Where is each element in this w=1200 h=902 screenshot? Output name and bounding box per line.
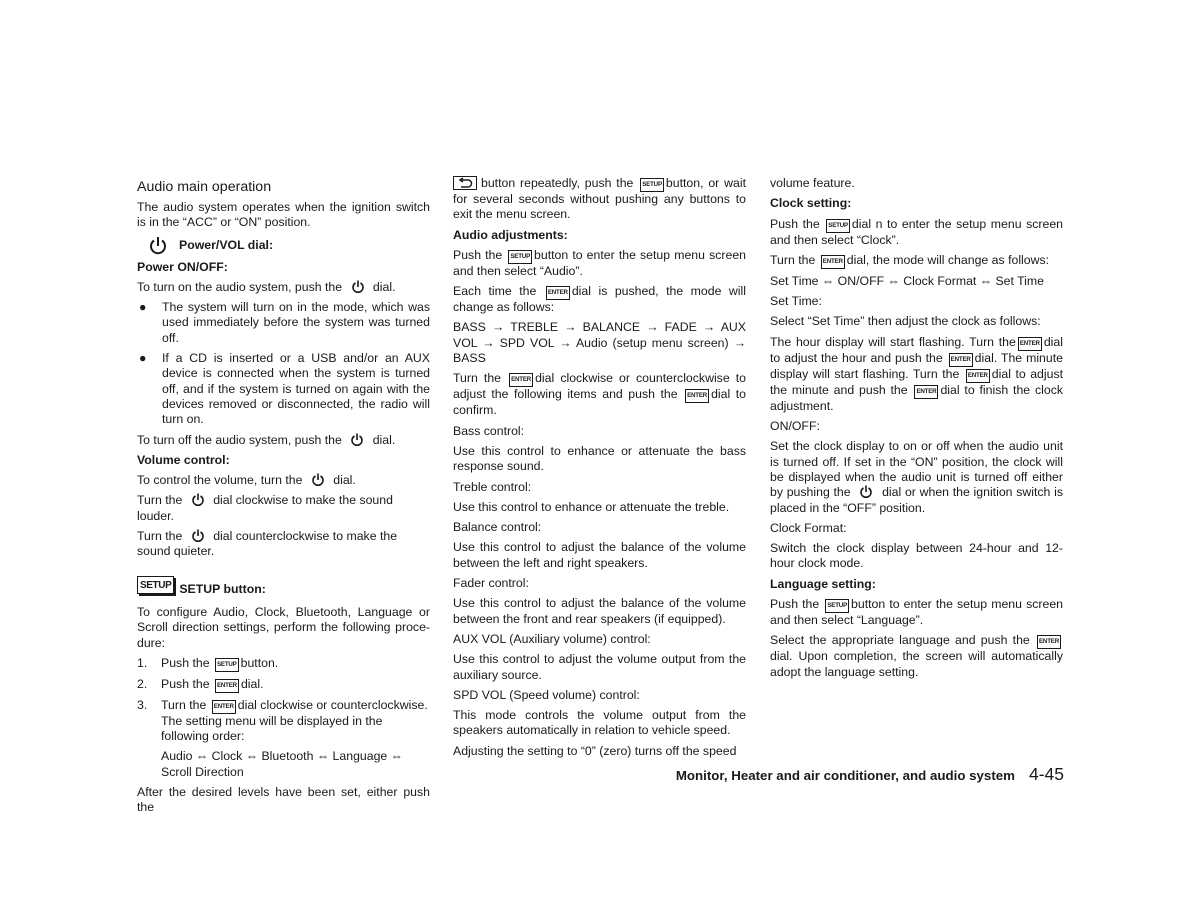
audio-paragraph-3 bbox=[453, 371, 746, 418]
text: The hour display will start flashing. Turn the bbox=[770, 334, 1016, 349]
text: Push the bbox=[453, 247, 503, 262]
aux-heading: AUX VOL (Auxiliary volume) control: bbox=[453, 631, 651, 646]
power-vol-heading: Power/VOL dial: bbox=[179, 237, 274, 252]
balance-paragraph: Use this control to adjust the balance of the volume between the left and right speakers. bbox=[453, 540, 746, 570]
mode-sequence: BASS → TREBLE → BALANCE → FADE → AUX VOL → SPD VOL → Audio (setup menu screen) → BASS bbox=[453, 320, 746, 366]
language-paragraph-1 bbox=[770, 597, 1063, 628]
page-number: 4-45 bbox=[1028, 764, 1064, 784]
turn-off-paragraph bbox=[137, 433, 430, 448]
step-number: 1. bbox=[137, 655, 148, 670]
page-footer bbox=[660, 764, 1064, 785]
footer-section-title: Monitor, Heater and air conditioner, and audio system bbox=[675, 768, 1015, 783]
text: dial, the mode will change as follows: bbox=[846, 252, 1050, 267]
text: dial n to enter the setup menu screen and then select “Clock”. bbox=[770, 216, 1064, 247]
power-icon bbox=[188, 493, 208, 506]
enter-key-icon: ENTER bbox=[914, 385, 938, 399]
list-item bbox=[137, 656, 430, 672]
balance-heading: Balance control: bbox=[453, 520, 542, 535]
text: dial. Upon completion, the screen will automatically adopt the language setting. bbox=[770, 649, 1063, 679]
audio-paragraph-2 bbox=[453, 284, 746, 315]
bullet-mark: ● bbox=[139, 300, 147, 315]
step-text bbox=[161, 677, 430, 693]
list-item bbox=[137, 698, 430, 745]
setup-key-icon: SETUP bbox=[640, 178, 664, 192]
text: Push the bbox=[770, 216, 820, 231]
bullet-text: If a CD is inserted or a USB and/or an AUX device is connected when the system is turned off, and if the system is turned on again with the devices removed or disconnected, the radio will turn on. bbox=[162, 351, 430, 427]
treble-heading: Treble control: bbox=[453, 479, 532, 494]
clock-paragraph-2 bbox=[770, 253, 1063, 269]
treble-paragraph: Use this control to enhance or attenuate the treble. bbox=[453, 499, 730, 514]
text: dial. The minute display will start flashing. Turn the bbox=[770, 350, 1063, 381]
text: To turn on the audio system, push the bbox=[137, 279, 343, 294]
power-icon bbox=[145, 236, 171, 256]
text: dial clockwise or counterclockwise. The setting menu will be displayed in the following order: bbox=[161, 697, 428, 744]
volume-heading: Volume control: bbox=[137, 452, 230, 467]
text: Turn the bbox=[137, 493, 183, 508]
continued-paragraph: volume feature. bbox=[770, 176, 855, 190]
text: Select the appropriate language and push the bbox=[770, 633, 1030, 648]
step-text bbox=[161, 698, 430, 745]
onoff-heading: ON/OFF: bbox=[770, 419, 820, 434]
column-1 bbox=[137, 176, 430, 821]
step-text bbox=[161, 656, 430, 672]
intro-paragraph: The audio system operates when the ignition switch is in the “ACC” or “ON” position. bbox=[137, 200, 430, 230]
list-item bbox=[137, 300, 430, 346]
enter-key-icon: ENTER bbox=[966, 369, 990, 383]
text: Turn the bbox=[770, 252, 816, 267]
aux-paragraph: Use this control to adjust the volume output from the auxiliary source. bbox=[453, 652, 746, 682]
text: dial or when the ignition switch is placed in the “OFF” position. bbox=[770, 485, 1063, 515]
text: dial to adjust the hour and push the bbox=[770, 334, 1063, 365]
spd-paragraph-2: Adjusting the setting to “0” (zero) turns off the speed bbox=[453, 743, 737, 758]
text: Turn the bbox=[137, 529, 183, 544]
enter-key-icon: ENTER bbox=[546, 286, 570, 300]
clock-setting-heading: Clock setting: bbox=[770, 196, 852, 211]
text: Push the bbox=[770, 597, 820, 612]
setup-paragraph: To configure Audio, Clock, Bluetooth, Language or Scroll direction settings, perform the following proce-dure: bbox=[137, 604, 430, 650]
text: Push the bbox=[161, 676, 210, 691]
text: button repeatedly, push the bbox=[481, 176, 634, 190]
step-number: 2. bbox=[137, 676, 148, 691]
power-icon bbox=[856, 485, 876, 498]
power-icon bbox=[188, 529, 208, 542]
setup-key-icon: SETUP bbox=[826, 219, 850, 233]
audio-adjustments-heading: Audio adjustments: bbox=[453, 227, 568, 242]
audio-paragraph-1 bbox=[453, 248, 746, 279]
clock-sequence: Set Time ⇔ ON/OFF ⇔ Clock Format ⇔ Set Time bbox=[770, 273, 1044, 288]
back-icon bbox=[453, 176, 477, 190]
power-icon bbox=[347, 433, 367, 446]
set-time-heading: Set Time: bbox=[770, 294, 822, 309]
text: dial. bbox=[240, 676, 264, 691]
enter-key-icon: ENTER bbox=[212, 700, 236, 714]
list-item bbox=[137, 677, 430, 693]
text: dial to confirm. bbox=[453, 387, 746, 418]
setup-key-icon: SETUP bbox=[137, 576, 174, 594]
column-3 bbox=[770, 176, 1063, 685]
enter-key-icon: ENTER bbox=[1018, 337, 1042, 351]
clock-paragraph-1 bbox=[770, 217, 1063, 248]
exit-menu-paragraph bbox=[453, 176, 746, 223]
set-time-paragraph: Select “Set Time” then adjust the clock as follows: bbox=[770, 314, 1041, 329]
text: dial. bbox=[333, 473, 356, 488]
list-item bbox=[137, 351, 430, 427]
text: button to enter the setup menu screen and then select “Language”. bbox=[770, 597, 1064, 628]
text: dial to adjust the minute and push the bbox=[770, 366, 1064, 397]
text: dial counterclockwise to make the sound quieter. bbox=[137, 529, 398, 559]
enter-key-icon: ENTER bbox=[685, 389, 709, 403]
setup-heading-row bbox=[137, 574, 430, 597]
power-onoff-heading: Power ON/OFF: bbox=[137, 259, 228, 274]
setup-key-icon: SETUP bbox=[508, 250, 532, 264]
section-title: Audio main operation bbox=[137, 179, 272, 195]
bullet-text: The system will turn on in the mode, which was used immediately before the system was turned off. bbox=[162, 300, 430, 345]
clock-format-paragraph: Switch the clock display between 24-hour and 12-hour clock mode. bbox=[770, 541, 1063, 571]
onoff-paragraph bbox=[770, 439, 1063, 515]
bullet-mark: ● bbox=[139, 351, 147, 366]
power-icon bbox=[308, 473, 328, 486]
enter-key-icon: ENTER bbox=[821, 255, 845, 269]
text: dial to finish the clock adjustment. bbox=[770, 382, 1064, 413]
text: Turn the bbox=[453, 371, 502, 386]
enter-key-icon: ENTER bbox=[215, 679, 239, 693]
enter-key-icon: ENTER bbox=[509, 373, 533, 387]
power-vol-heading-row bbox=[137, 236, 430, 256]
volume-louder-paragraph bbox=[137, 493, 430, 524]
spd-paragraph: This mode controls the volume output from the speakers automatically in relation to vehicle speed. bbox=[453, 708, 746, 738]
step-number: 3. bbox=[137, 697, 148, 712]
text: Turn the bbox=[161, 697, 207, 712]
text: Push the bbox=[161, 655, 210, 670]
setup-key-icon: SETUP bbox=[215, 658, 239, 672]
volume-quieter-paragraph bbox=[137, 529, 430, 560]
power-icon bbox=[348, 280, 368, 293]
setup-key-icon: SETUP bbox=[825, 599, 849, 613]
text: button to enter the setup menu screen and then select “Audio”. bbox=[453, 247, 747, 278]
text: dial clockwise or counterclockwise to adjust the following items and push the bbox=[453, 371, 747, 402]
text: Set the clock display to on or off when the audio unit is turned off. If set in the “ON” position, the clock will be displayed when the audio unit is turned off either by pushing the bbox=[770, 439, 1063, 500]
menu-order: Audio ⇔ Clock ⇔ Bluetooth ⇔ Language ⇔ Scroll Direction bbox=[161, 749, 403, 779]
text: dial clockwise to make the sound louder. bbox=[137, 493, 393, 523]
column-2 bbox=[453, 176, 746, 764]
clock-format-heading: Clock Format: bbox=[770, 520, 847, 535]
bass-paragraph: Use this control to enhance or attenuate the bass response sound. bbox=[453, 443, 746, 474]
text: Each time the bbox=[453, 284, 537, 299]
enter-key-icon: ENTER bbox=[1037, 635, 1061, 649]
text: To control the volume, turn the bbox=[137, 473, 303, 488]
text: dial is pushed, the mode will change as follows: bbox=[453, 284, 747, 315]
after-paragraph: After the desired levels have been set, either push the bbox=[137, 785, 430, 815]
turn-on-paragraph bbox=[137, 280, 430, 295]
bass-heading: Bass control: bbox=[453, 423, 525, 438]
language-paragraph-2 bbox=[770, 633, 1063, 680]
volume-paragraph bbox=[137, 473, 430, 488]
text: button, or wait for several seconds without pushing any buttons to exit the menu screen. bbox=[453, 176, 746, 222]
language-setting-heading: Language setting: bbox=[770, 576, 876, 591]
spd-heading: SPD VOL (Speed volume) control: bbox=[453, 687, 640, 702]
text: dial. bbox=[372, 432, 396, 447]
enter-key-icon: ENTER bbox=[949, 353, 973, 367]
setup-heading: SETUP button: bbox=[179, 581, 266, 596]
text: dial. bbox=[372, 279, 396, 294]
fader-heading: Fader control: bbox=[453, 576, 529, 591]
hour-minute-paragraph bbox=[770, 335, 1063, 414]
text: button. bbox=[240, 655, 279, 670]
fader-paragraph: Use this control to adjust the balance of the volume between the front and rear speakers (if equipped). bbox=[453, 596, 746, 626]
text: To turn off the audio system, push the bbox=[137, 432, 342, 447]
